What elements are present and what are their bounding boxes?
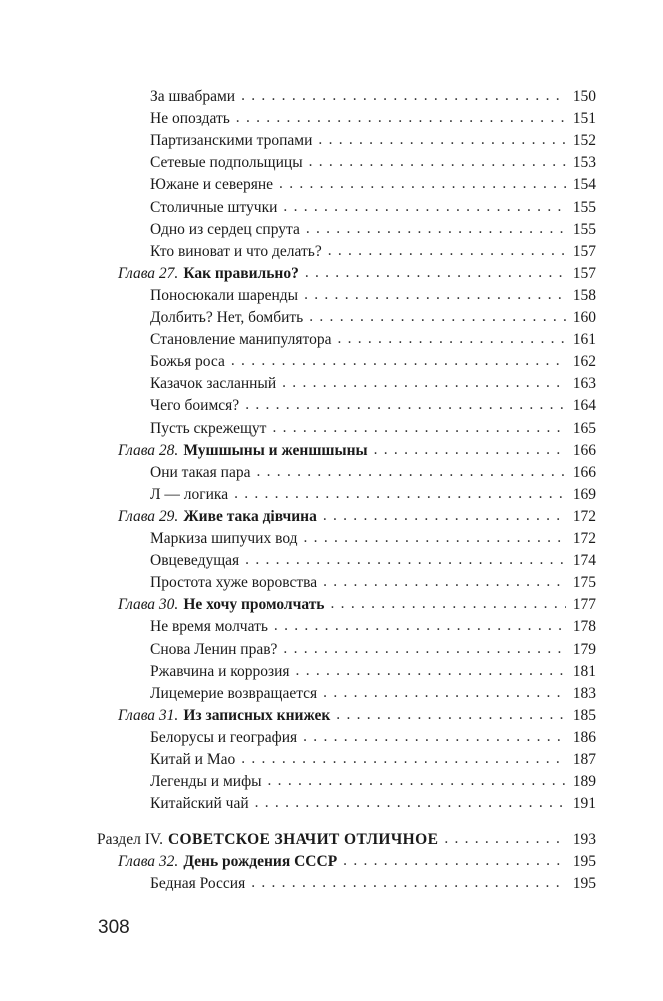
dot-leader [255, 792, 566, 814]
toc-page-number: 183 [572, 684, 596, 702]
toc-title: Снова Ленин прав? [150, 640, 278, 658]
toc-subentry [150, 749, 596, 771]
dot-leader [306, 218, 566, 240]
toc-subentry [150, 108, 596, 130]
dot-leader [283, 196, 566, 218]
dot-leader [282, 372, 566, 394]
toc-title: Бедная Россия [150, 875, 246, 892]
toc-page-number: 155 [572, 220, 596, 238]
toc-label: Глава 32. [118, 853, 179, 870]
toc-title: Л — логика [150, 485, 229, 503]
toc-page-number: 174 [572, 552, 596, 570]
dot-leader [245, 549, 566, 571]
toc-subentry [150, 616, 596, 638]
page-number: 308 [98, 917, 130, 938]
toc-page-number: 175 [572, 574, 596, 592]
toc-subentry [150, 873, 596, 895]
toc-page-number: 193 [572, 831, 596, 848]
dot-leader [245, 394, 566, 416]
toc-title: Сетевые подпольщицы [150, 154, 303, 172]
toc-page-number: 178 [572, 618, 596, 636]
toc-page-number: 153 [572, 154, 596, 172]
toc-subentry [150, 395, 596, 417]
toc-page-number: 162 [572, 353, 596, 371]
dot-leader [318, 129, 566, 151]
toc-label: Глава 28. [118, 441, 179, 459]
toc-title: Китайский чай [150, 795, 249, 813]
dot-leader [305, 262, 566, 284]
toc-chapter [118, 851, 596, 873]
toc-title: Овцеведущая [150, 552, 240, 570]
toc-title: Казачок засланный [150, 375, 277, 393]
toc-title: Живе така дівчина [183, 507, 317, 525]
toc-page-number: 179 [572, 640, 596, 658]
toc-subentry [150, 727, 596, 749]
toc-title: Не время молчать [150, 618, 268, 636]
dot-leader [323, 505, 566, 527]
toc-page-number: 150 [572, 88, 596, 105]
dot-leader [303, 726, 566, 748]
toc-page-number: 157 [572, 242, 596, 260]
toc-title: Долбить? Нет, бомбить [150, 309, 304, 326]
toc-page-number: 195 [572, 875, 596, 892]
dot-leader [241, 85, 566, 107]
toc-title: Ржавчина и коррозия [150, 662, 290, 680]
toc-title: Лицемерие возвращается [150, 684, 318, 702]
toc-label: Раздел IV. [97, 831, 163, 848]
toc-title: Не хочу промолчать [183, 596, 325, 614]
toc-subentry [150, 771, 596, 793]
dot-leader [323, 571, 566, 593]
toc-page-number: 154 [572, 176, 596, 194]
dot-leader [444, 828, 566, 850]
dot-leader [304, 284, 566, 306]
toc-subentry [150, 197, 596, 219]
toc-title: Пусть скрежещут [150, 419, 267, 437]
toc-subentry [150, 484, 596, 506]
toc-subentry [150, 572, 596, 594]
dot-leader [336, 704, 566, 726]
toc-page-number: 151 [572, 110, 596, 128]
dot-leader [274, 615, 566, 637]
toc-subentry [150, 550, 596, 572]
toc-page-number: 152 [572, 132, 596, 150]
dot-leader [309, 306, 566, 328]
toc-page-number: 177 [572, 596, 596, 614]
toc-title: Мушшыны и женшшыны [183, 441, 368, 459]
toc-title: Партизанскими тропами [150, 132, 313, 150]
toc-chapter [118, 594, 596, 616]
toc-chapter [118, 263, 596, 285]
toc-page-number: 155 [572, 198, 596, 216]
toc-subentry [150, 219, 596, 241]
toc-title: Становление манипулятора [150, 331, 332, 349]
toc-title: День рождения СССР [183, 853, 338, 870]
toc-title: Не опоздать [150, 110, 230, 128]
toc-chapter [118, 506, 596, 528]
dot-leader [343, 850, 566, 872]
toc-title: Белорусы и география [150, 728, 298, 746]
dot-leader [257, 461, 567, 483]
dot-leader [283, 638, 566, 660]
toc-title: Чего боимся? [150, 397, 240, 415]
toc-page-number: 189 [572, 773, 596, 791]
toc-title: Поносюкали шаренды [150, 286, 299, 304]
toc-title: Столичные штучки [150, 198, 278, 216]
toc-label: Глава 29. [118, 507, 179, 525]
toc-subentry [150, 351, 596, 373]
toc-subentry [150, 329, 596, 351]
dot-leader [296, 660, 566, 682]
toc-subentry [150, 418, 596, 440]
toc-title: Из записных книжек [183, 706, 331, 724]
toc-page-number: 157 [572, 264, 596, 282]
toc-subentry [150, 174, 596, 196]
dot-leader [234, 483, 566, 505]
toc-title: Как правильно? [183, 264, 299, 282]
toc-subentry [150, 285, 596, 307]
toc-title: За швабрами [150, 88, 236, 105]
toc-label: Глава 30. [118, 596, 179, 614]
toc-page-number: 160 [572, 309, 596, 326]
toc-page-number: 164 [572, 397, 596, 415]
toc-title: Маркиза шипучих вод [150, 530, 298, 547]
dot-leader [279, 173, 566, 195]
toc-subentry [150, 86, 596, 108]
toc-page-number: 195 [572, 853, 596, 870]
toc-title: Легенды и мифы [150, 773, 262, 791]
toc-subentry [150, 462, 596, 484]
toc-page-number: 166 [572, 463, 596, 481]
toc-page-number: 161 [572, 331, 596, 349]
toc-subentry [150, 661, 596, 683]
toc-title: Китай и Мао [150, 751, 236, 768]
dot-leader [331, 593, 566, 615]
dot-leader [337, 328, 566, 350]
toc-subentry [150, 152, 596, 174]
toc-title: Они такая пара [150, 463, 251, 481]
toc-page-number: 165 [572, 419, 596, 437]
toc-page-number: 172 [572, 530, 596, 547]
dot-leader [272, 417, 566, 439]
toc-page-number: 158 [572, 286, 596, 304]
toc-subentry [150, 683, 596, 705]
dot-leader [241, 748, 566, 770]
dot-leader [231, 350, 566, 372]
toc-page-number: 185 [572, 706, 596, 724]
toc-page-number: 187 [572, 751, 596, 768]
dot-leader [374, 439, 566, 461]
dot-leader [236, 107, 566, 129]
dot-leader [328, 240, 566, 262]
toc-label: Глава 31. [118, 706, 179, 724]
toc-page-number: 186 [572, 728, 596, 746]
toc-subentry [150, 130, 596, 152]
toc-subentry [150, 307, 596, 329]
toc-subentry [150, 241, 596, 263]
toc-chapter [118, 440, 596, 462]
toc-page-number: 181 [572, 662, 596, 680]
toc-title: СОВЕТСКОЕ ЗНАЧИТ ОТЛИЧНОЕ [167, 831, 439, 848]
toc-subentry [150, 793, 596, 815]
toc-page-number: 172 [572, 507, 596, 525]
toc-page-number: 169 [572, 485, 596, 503]
dot-leader [309, 151, 566, 173]
toc-subentry [150, 528, 596, 550]
toc-page-number: 163 [572, 375, 596, 393]
dot-leader [323, 682, 566, 704]
toc-title: Простота хуже воровства [150, 574, 318, 592]
toc-page-number: 166 [572, 441, 596, 459]
dot-leader [304, 527, 566, 549]
toc-label: Глава 27. [118, 264, 179, 282]
toc-section [97, 829, 596, 851]
toc-chapter [118, 705, 596, 727]
toc-page-number: 191 [572, 795, 596, 813]
dot-leader [268, 770, 566, 792]
dot-leader [251, 872, 566, 894]
toc-title: Кто виноват и что делать? [150, 242, 322, 260]
toc-title: Одно из сердец спрута [150, 220, 300, 238]
toc-title: Южане и северяне [150, 176, 274, 194]
toc-title: Божья роса [150, 353, 225, 371]
toc-subentry [150, 373, 596, 395]
toc-subentry [150, 639, 596, 661]
